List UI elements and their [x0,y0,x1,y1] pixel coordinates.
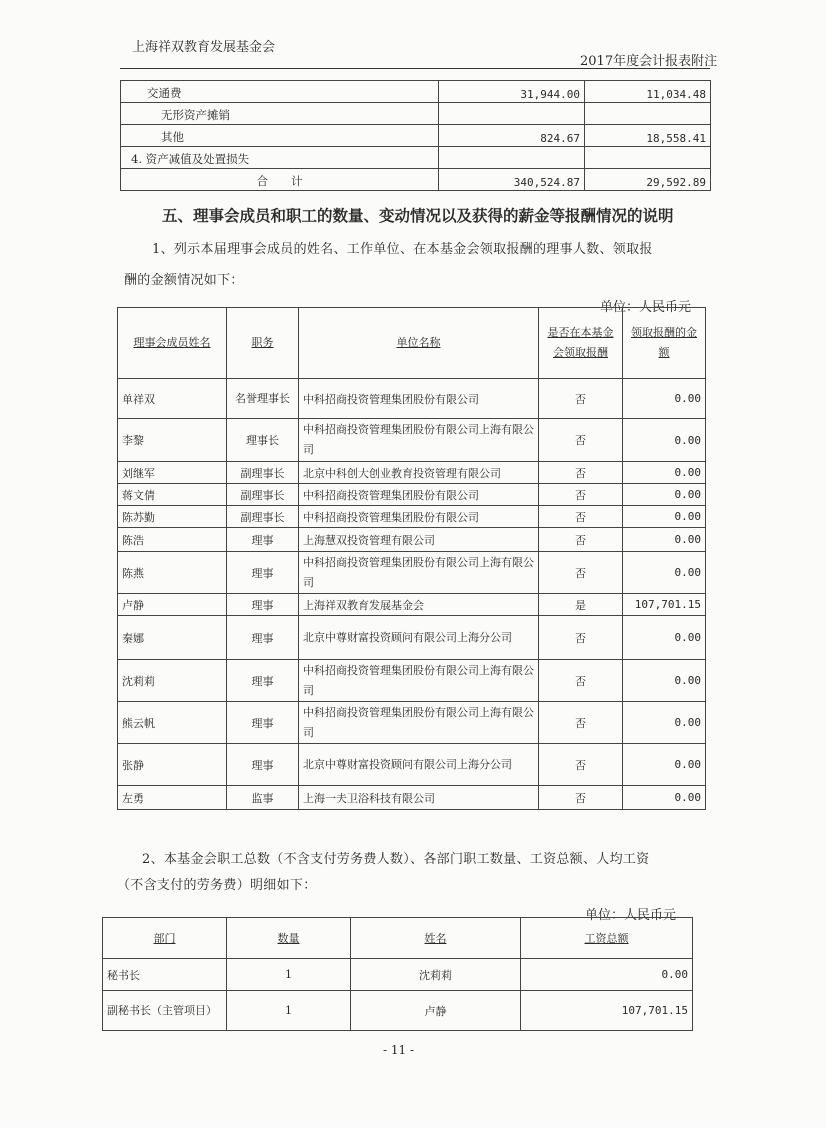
table-row [118,462,706,484]
header-salary: 工资总额 [521,918,693,959]
expense-label: 4. 资产减值及处置损失 [121,147,439,169]
table-row [121,81,711,103]
member-paid: 否 [539,484,623,506]
staff-count: 1 [227,991,351,1031]
member-position: 理事 [227,744,299,786]
table-row [118,484,706,506]
member-position: 理事 [227,616,299,660]
member-paid: 否 [539,419,623,462]
table-row [118,786,706,810]
table-row [121,147,711,169]
staff-count: 1 [227,959,351,991]
table-row [118,379,706,419]
paragraph-1-line-1: 1、列示本届理事会成员的姓名、工作单位、在本基金会领取报酬的理事人数、领取报 [152,242,653,257]
member-paid: 否 [539,462,623,484]
member-name: 刘继军 [118,462,227,484]
member-name: 单祥双 [118,379,227,419]
member-unit: 中科招商投资管理集团股份有限公司上海有限公司 [299,702,539,744]
header-divider [120,68,710,69]
expense-value-prior: 18,558.41 [585,125,711,147]
member-unit: 中科招商投资管理集团股份有限公司 [299,379,539,419]
staff-unit-label: 单位：人民币元 [585,908,677,923]
member-name: 秦娜 [118,616,227,660]
member-paid: 否 [539,506,623,528]
member-name: 陈苏勤 [118,506,227,528]
member-paid: 否 [539,702,623,744]
expense-label: 其他 [121,125,439,147]
member-amount: 0.00 [623,506,706,528]
staff-table [102,917,693,1031]
board-members-table [117,307,706,810]
member-unit: 上海慧双投资管理有限公司 [299,528,539,552]
table-row [118,419,706,462]
staff-dept: 副秘书长（主管项目） [103,991,227,1031]
member-amount: 0.00 [623,552,706,594]
table-row [118,528,706,552]
expense-total-prior: 29,592.89 [585,169,711,191]
member-name: 卢静 [118,594,227,616]
staff-salary: 0.00 [521,959,693,991]
member-position: 监事 [227,786,299,810]
member-amount: 107,701.15 [623,594,706,616]
member-amount: 0.00 [623,702,706,744]
expense-value-current [439,147,585,169]
member-paid: 否 [539,616,623,660]
member-name: 陈浩 [118,528,227,552]
member-position: 理事 [227,594,299,616]
unit-label: 单位：人民币元 [600,300,692,315]
member-amount: 0.00 [623,616,706,660]
expense-value-current: 824.67 [439,125,585,147]
expense-value-current: 31,944.00 [439,81,585,103]
header-position: 职务 [227,308,299,379]
member-paid: 否 [539,528,623,552]
member-paid: 否 [539,552,623,594]
table-row [121,103,711,125]
member-name: 左勇 [118,786,227,810]
paragraph-2-line-2: （不含支付的劳务费）明细如下： [117,878,317,893]
header-unit: 单位名称 [299,308,539,379]
member-paid: 否 [539,660,623,702]
table-row [118,702,706,744]
member-position: 副理事长 [227,462,299,484]
paragraph-2-line-1: 2、本基金会职工总数（不含支付劳务费人数）、各部门职工数量、工资总额、人均工资 [142,852,650,867]
member-unit: 中科招商投资管理集团股份有限公司上海有限公司 [299,660,539,702]
member-paid: 否 [539,379,623,419]
member-unit: 北京中科创大创业教育投资管理有限公司 [299,462,539,484]
member-amount: 0.00 [623,484,706,506]
table-row [118,744,706,786]
member-unit: 中科招商投资管理集团股份有限公司 [299,484,539,506]
member-position: 名誉理事长 [227,379,299,419]
table-row [121,125,711,147]
expense-label: 无形资产摊销 [121,103,439,125]
table-row [118,616,706,660]
staff-dept: 秘书长 [103,959,227,991]
header-org: 上海祥双教育发展基金会 [132,40,276,55]
member-position: 理事 [227,528,299,552]
member-amount: 0.00 [623,419,706,462]
member-amount: 0.00 [623,786,706,810]
member-unit: 北京中尊财富投资顾问有限公司上海分公司 [299,616,539,660]
header-name: 理事会成员姓名 [118,308,227,379]
expense-total-label: 合 计 [121,169,439,191]
header-dept: 部门 [103,918,227,959]
member-paid: 是 [539,594,623,616]
table-row [118,506,706,528]
table-row [103,991,693,1031]
member-amount: 0.00 [623,528,706,552]
member-unit: 中科招商投资管理集团股份有限公司上海有限公司 [299,419,539,462]
member-name: 熊云帆 [118,702,227,744]
header-staff-name: 姓名 [351,918,521,959]
expense-table [120,80,711,191]
member-unit: 中科招商投资管理集团股份有限公司上海有限公司 [299,552,539,594]
member-position: 理事长 [227,419,299,462]
table-row [118,594,706,616]
expense-value-prior [585,147,711,169]
member-position: 理事 [227,660,299,702]
expense-total-current: 340,524.87 [439,169,585,191]
table-row [118,552,706,594]
header-doc-title: 2017年度会计报表附注 [580,54,718,69]
member-amount: 0.00 [623,744,706,786]
header-paid: 是否在本基金会领取报酬 [539,308,623,379]
member-name: 张静 [118,744,227,786]
member-name: 李黎 [118,419,227,462]
table-header-row [103,918,693,959]
member-unit: 上海祥双教育发展基金会 [299,594,539,616]
staff-name: 卢静 [351,991,521,1031]
member-position: 副理事长 [227,484,299,506]
table-header-row [118,308,706,379]
paragraph-1-line-2: 酬的金额情况如下： [124,273,244,288]
member-amount: 0.00 [623,379,706,419]
member-paid: 否 [539,744,623,786]
expense-value-prior [585,103,711,125]
member-position: 理事 [227,702,299,744]
expense-label: 交通费 [121,81,439,103]
member-name: 陈燕 [118,552,227,594]
member-amount: 0.00 [623,462,706,484]
table-row [103,959,693,991]
table-row [121,169,711,191]
header-amount: 领取报酬的金额 [623,308,706,379]
expense-value-current [439,103,585,125]
member-amount: 0.00 [623,660,706,702]
expense-value-prior: 11,034.48 [585,81,711,103]
member-paid: 否 [539,786,623,810]
member-unit: 上海一夫卫浴科技有限公司 [299,786,539,810]
member-position: 理事 [227,552,299,594]
table-row [118,660,706,702]
member-unit: 中科招商投资管理集团股份有限公司 [299,506,539,528]
member-name: 沈莉莉 [118,660,227,702]
section-title: 五、理事会成员和职工的数量、变动情况以及获得的薪金等报酬情况的说明 [162,206,674,225]
member-position: 副理事长 [227,506,299,528]
staff-name: 沈莉莉 [351,959,521,991]
page-number: - 11 - [383,1043,415,1057]
header-count: 数量 [227,918,351,959]
staff-salary: 107,701.15 [521,991,693,1031]
member-name: 蒋文倩 [118,484,227,506]
member-unit: 北京中尊财富投资顾问有限公司上海分公司 [299,744,539,786]
